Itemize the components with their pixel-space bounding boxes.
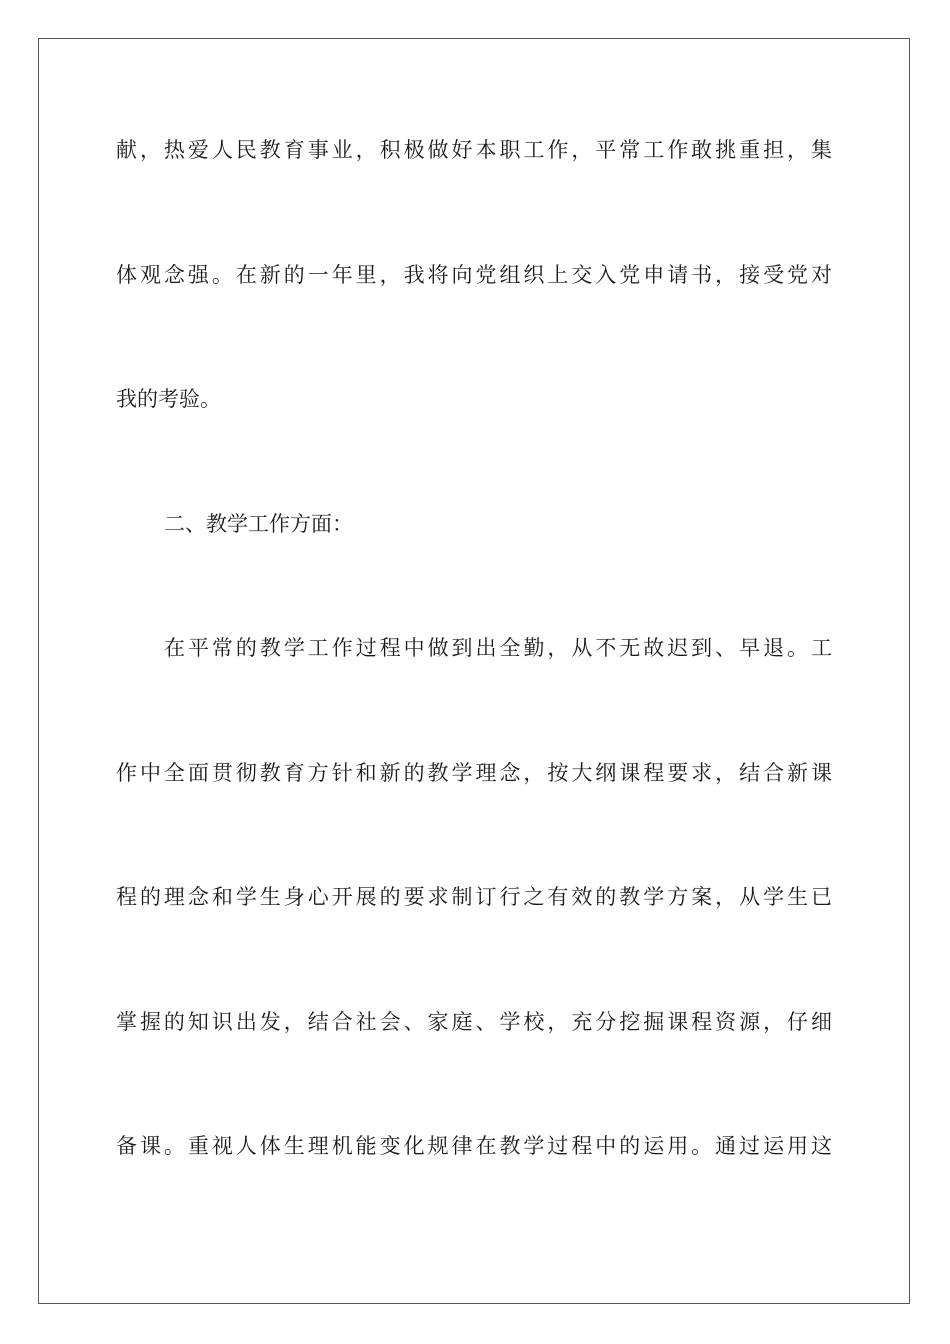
text-line: 程的理念和学生身心开展的要求制订行之有效的教学方案，从学生已	[116, 885, 832, 909]
text-line: 作中全面贯彻教育方针和新的教学理念，按大纲课程要求，结合新课	[116, 761, 832, 785]
section-heading: 二、教学工作方面：	[164, 512, 353, 536]
text-line: 在平常的教学工作过程中做到出全勤，从不无故迟到、早退。工	[164, 636, 832, 660]
text-line: 备课。重视人体生理机能变化规律在教学过程中的运用。通过运用这	[116, 1134, 832, 1158]
text-line: 我的考验。	[116, 387, 221, 411]
page-border	[38, 38, 910, 1304]
text-line: 体观念强。在新的一年里，我将向党组织上交入党申请书，接受党对	[116, 263, 832, 287]
text-line: 献，热爱人民教育事业，积极做好本职工作，平常工作敢挑重担，集	[116, 138, 832, 162]
text-line: 掌握的知识出发，结合社会、家庭、学校，充分挖掘课程资源，仔细	[116, 1010, 832, 1034]
